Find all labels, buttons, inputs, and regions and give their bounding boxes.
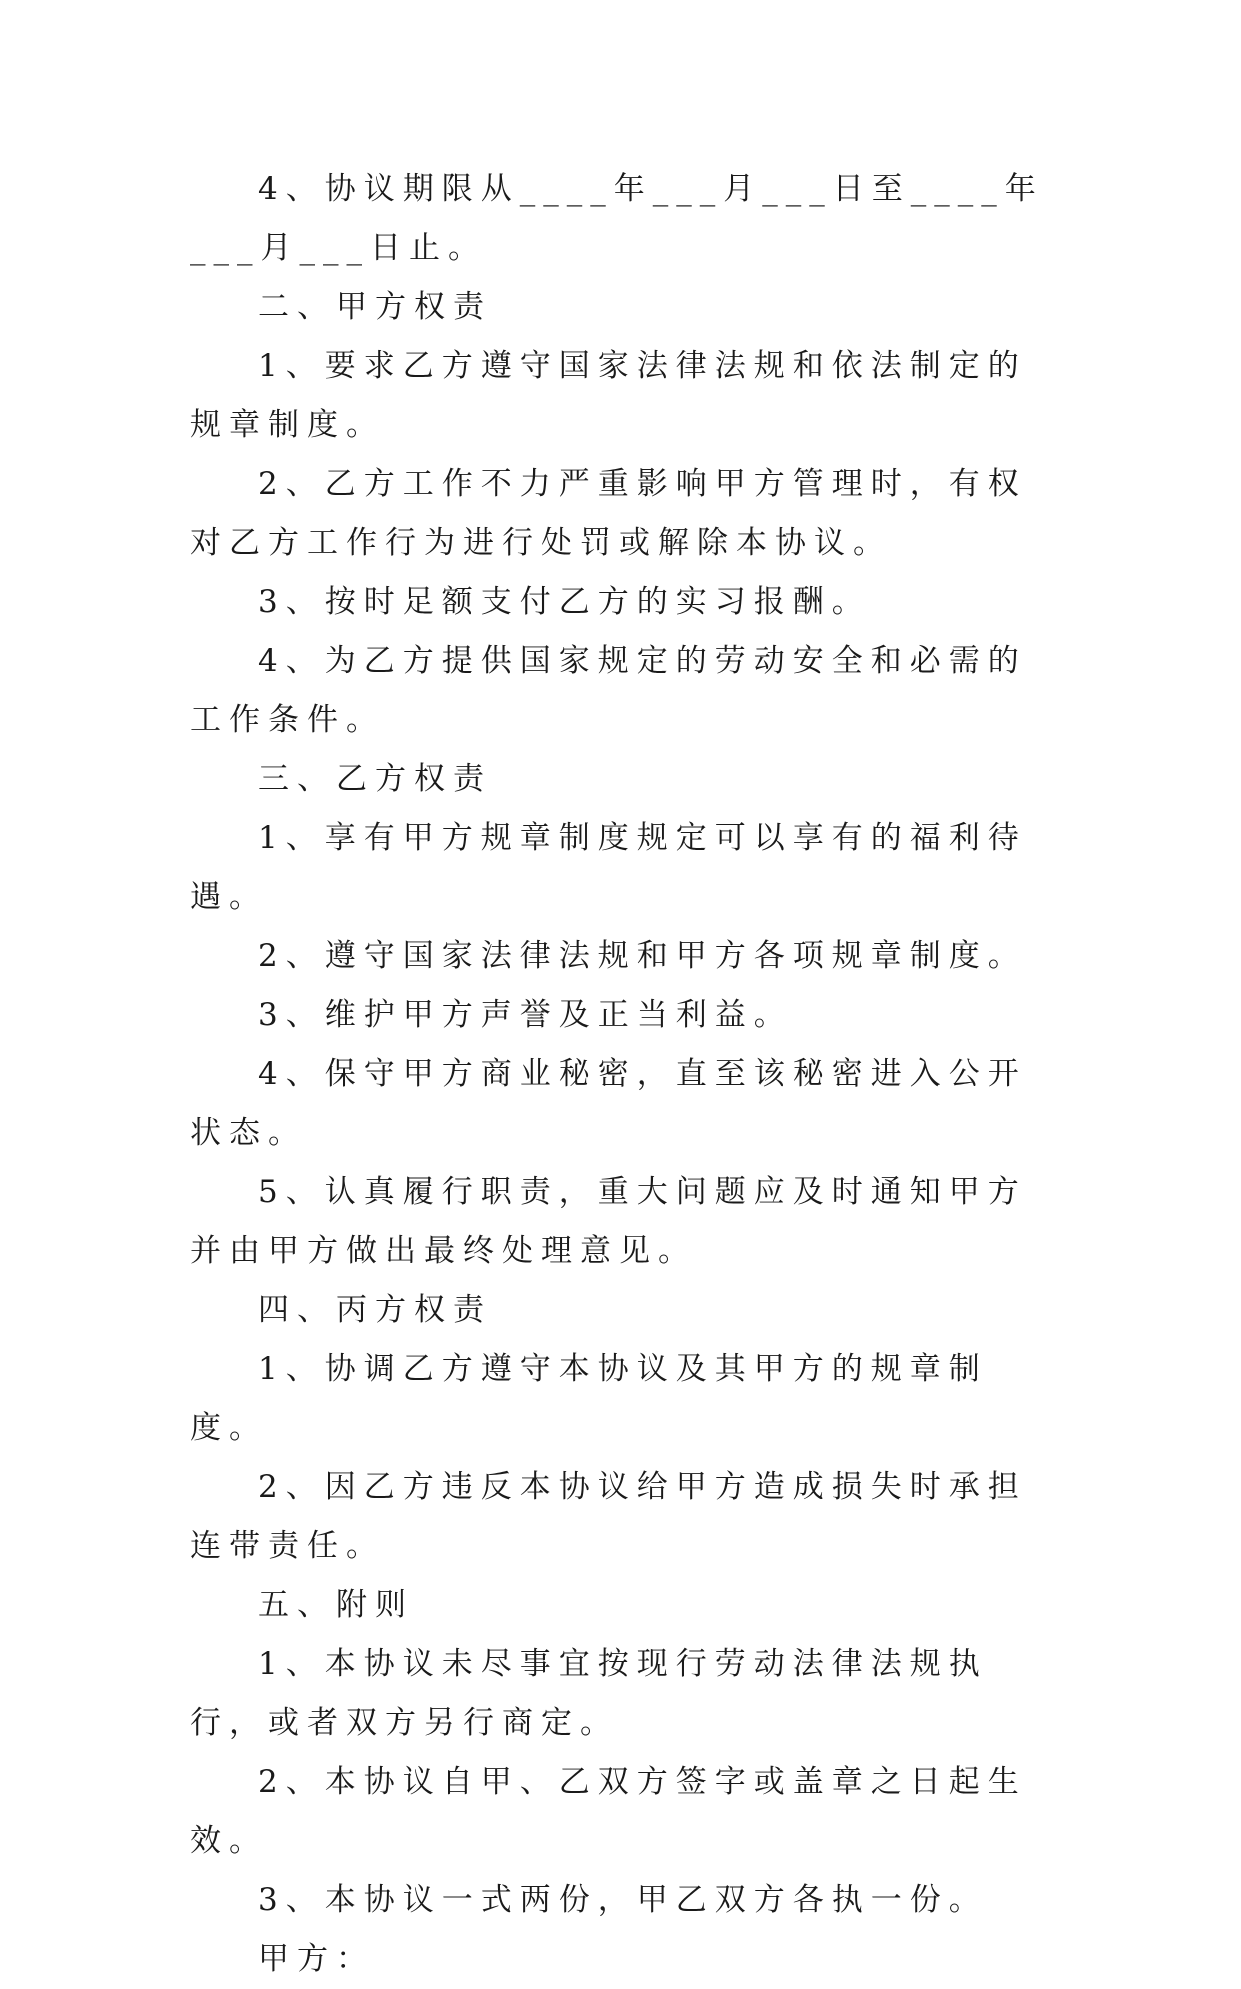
clause-party-a-4: 4、为乙方提供国家规定的劳动安全和必需的工作条件。 <box>190 643 1027 738</box>
section-heading-party-c-rights: 四、丙方权责 <box>258 1292 492 1328</box>
clause-party-a-1: 1、要求乙方遵守国家法律法规和依法制定的规章制度。 <box>190 348 1027 443</box>
clause-party-b-5: 5、认真履行职责，重大问题应及时通知甲方并由甲方做出最终处理意见。 <box>190 1174 1027 1269</box>
clause-party-b-2: 2、遵守国家法律法规和甲方各项规章制度。 <box>258 938 1027 974</box>
document-body <box>190 160 1065 1989</box>
clause-party-a-2: 2、乙方工作不力严重影响甲方管理时，有权对乙方工作行为进行处罚或解除本协议。 <box>190 466 1027 561</box>
signature-party-a-label: 甲方： <box>258 1941 375 1977</box>
section-heading-party-a-rights: 二、甲方权责 <box>258 289 492 325</box>
clause-party-c-2: 2、因乙方违反本协议给甲方造成损失时承担连带责任。 <box>190 1469 1027 1564</box>
clause-party-a-3: 3、按时足额支付乙方的实习报酬。 <box>258 584 871 620</box>
clause-supplementary-3: 3、本协议一式两份，甲乙双方各执一份。 <box>258 1882 988 1918</box>
clause-supplementary-1: 1、本协议未尽事宜按现行劳动法律法规执行，或者双方另行商定。 <box>190 1646 988 1741</box>
clause-party-b-4: 4、保守甲方商业秘密，直至该秘密进入公开状态。 <box>190 1056 1027 1151</box>
clause-supplementary-2: 2、本协议自甲、乙双方签字或盖章之日起生效。 <box>190 1764 1027 1859</box>
clause-party-b-3: 3、维护甲方声誉及正当利益。 <box>258 997 793 1033</box>
clause-party-b-1: 1、享有甲方规章制度规定可以享有的福利待遇。 <box>190 820 1027 915</box>
clause-term: 4、协议期限从____年___月___日至____年___月___日止。 <box>190 171 1044 266</box>
section-heading-supplementary: 五、附则 <box>258 1587 414 1623</box>
section-heading-party-b-rights: 三、乙方权责 <box>258 761 492 797</box>
clause-party-c-1: 1、协调乙方遵守本协议及其甲方的规章制度。 <box>190 1351 988 1446</box>
